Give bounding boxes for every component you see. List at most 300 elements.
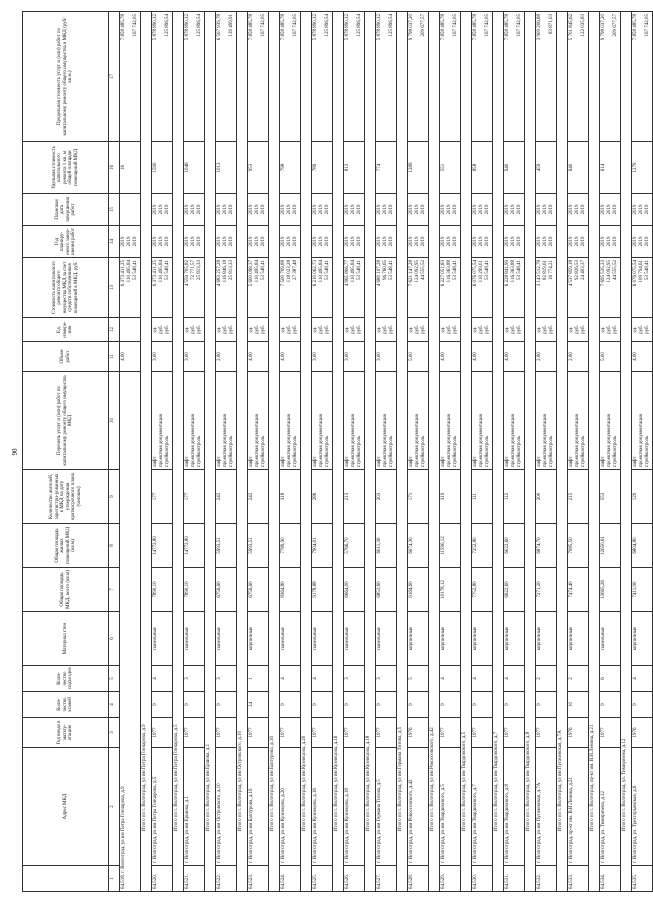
year-line: 2019 — [159, 236, 164, 247]
plan-line: 2019 — [191, 204, 196, 215]
column-header: Общая площадь МКД, всего (кв.м) — [23, 568, 109, 612]
residents: 215 — [568, 470, 589, 524]
plan-line: 2019 — [537, 204, 542, 215]
work-volume: 4.00 — [504, 342, 525, 372]
column-number: 14 — [109, 226, 120, 258]
address: г. Волгоград, ул им Твардовского, д.5 — [440, 748, 461, 866]
year-line: 2019 — [197, 236, 202, 247]
plan-date — [536, 194, 557, 226]
year-line: 2019 — [517, 236, 522, 247]
wall-material: панельные — [376, 612, 397, 666]
work-item: проектная документация — [319, 414, 324, 467]
specific-cost: 1279 — [632, 142, 653, 194]
completion-year — [600, 226, 621, 258]
address: г. Волгоград, ул им Кузнецова, д.18 — [344, 748, 365, 866]
cost-line: 4 559 705,82 — [185, 260, 190, 287]
wall-material: кирпичные — [440, 612, 461, 666]
residents: 242 — [248, 470, 269, 524]
unit-line: руб. — [639, 325, 644, 334]
limit-line: 125 896,54 — [357, 14, 362, 37]
specific-cost: 1289 — [408, 142, 429, 194]
limit-cost — [536, 12, 557, 142]
completion-year — [440, 226, 461, 258]
cost-line: 53 548,41 — [389, 260, 394, 280]
floors: 9 — [408, 692, 429, 718]
year-line: 2019 — [191, 236, 196, 247]
year-line: 2019 — [543, 236, 548, 247]
cost-line: 6 076 075,54 — [633, 260, 638, 287]
plan-line: 2019 — [575, 204, 580, 215]
work-volume: 3.00 — [376, 342, 397, 372]
cost-line: 6 227 051,83 — [441, 260, 446, 287]
residents: 177 — [152, 470, 173, 524]
cost — [248, 258, 269, 318]
limit-line: 7 858 485,78 — [249, 14, 254, 41]
year-line: 2019 — [249, 236, 254, 247]
entrances: 4 — [440, 666, 461, 692]
plan-line: 2019 — [197, 204, 202, 215]
total-label: Итого по г. Волгоград, ул им Твардовского, д.8 — [525, 12, 536, 892]
plan-date — [344, 194, 365, 226]
limit-line: 7 858 485,78 — [281, 14, 286, 41]
work-volume: 3.00 — [312, 342, 333, 372]
floors: 9 — [376, 692, 397, 718]
limit-line: 5 878 890,32 — [377, 14, 382, 41]
plan-line: 2019 — [543, 204, 548, 215]
first-total-plan — [120, 194, 141, 226]
address: г. Волгоград, ул им Рокоссовского, д.42 — [408, 748, 429, 866]
wall-material: панельные — [184, 612, 205, 666]
table-row — [216, 12, 237, 892]
address: г. Волгоград, ул им Твардовского, д.8 — [504, 748, 525, 866]
total-row — [365, 12, 376, 892]
year-line: 2019 — [255, 236, 260, 247]
work-item: лифт — [217, 456, 222, 467]
floors: 9 — [152, 692, 173, 718]
unit-line: руб. — [159, 325, 164, 334]
row-id: 64.522. — [216, 866, 237, 892]
plan-line: 2019 — [165, 204, 170, 215]
year-line: 2019 — [613, 236, 618, 247]
cost — [600, 258, 621, 318]
year-built: 1977 — [152, 718, 173, 748]
residents: 177 — [184, 470, 205, 524]
unit-line: руб. — [607, 325, 612, 334]
specific-cost: 858 — [472, 142, 493, 194]
limit-cost — [184, 12, 205, 142]
plan-line: 2019 — [313, 204, 318, 215]
units — [280, 318, 301, 342]
plan-line: 2019 — [447, 204, 452, 215]
cost — [568, 258, 589, 318]
unit-line: ед. — [281, 326, 286, 333]
specific-cost: 614 — [600, 142, 621, 194]
works-list — [184, 372, 205, 470]
cost-line: 4 683 257,28 — [217, 260, 222, 287]
work-item: проектная документация — [575, 414, 580, 467]
unit-line: ед. — [441, 326, 446, 333]
units — [504, 318, 525, 342]
cost-line: 4 965 806,77 — [345, 260, 350, 287]
limit-cost — [504, 12, 525, 142]
work-item: проектная документация — [255, 414, 260, 467]
work-item: лифт — [313, 456, 318, 467]
cost-line: 25 813,33 — [229, 260, 234, 280]
units — [248, 318, 269, 342]
cost — [152, 258, 173, 318]
works-list — [536, 372, 557, 470]
year-line: 2019 — [549, 236, 554, 247]
row-id: 64.521. — [184, 866, 205, 892]
completion-year — [248, 226, 269, 258]
unit-line: руб. — [421, 325, 426, 334]
cost-line: 6 228 841,99 — [505, 260, 510, 287]
work-item: лифт — [249, 456, 254, 467]
work-item: лифт — [441, 456, 446, 467]
year-line: 2019 — [645, 236, 650, 247]
cost-line: 6 076 075,54 — [473, 260, 478, 287]
year-line: 2019 — [409, 236, 414, 247]
address: г. Волгоград, ул им Твардовского, д.7 — [472, 748, 493, 866]
year-line: 2019 — [153, 236, 158, 247]
plan-date — [472, 194, 493, 226]
table-row — [248, 12, 269, 892]
year-line: 2019 — [229, 236, 234, 247]
year-built: 1977 — [248, 718, 269, 748]
wall-material: кирпичные — [536, 612, 557, 666]
completion-year — [632, 226, 653, 258]
table-row — [504, 12, 525, 892]
wall-material: кирпичные — [472, 612, 493, 666]
completion-year — [312, 226, 333, 258]
limit-line: 167 742,05 — [453, 14, 458, 37]
work-item: проектная документация — [287, 414, 292, 467]
unit-line: руб. — [223, 325, 228, 334]
plan-line: 2019 — [255, 204, 260, 215]
work-item: стройконтроль — [613, 435, 618, 467]
year-built: 1977 — [600, 718, 621, 748]
wall-material: панельные — [280, 612, 301, 666]
completion-year — [152, 226, 173, 258]
plan-line: 2019 — [325, 204, 330, 215]
column-header: Удельная стоимость капитального ремонта 1 кв. м общей площади помещений МКД — [23, 142, 109, 194]
first-total-specific: 16 — [120, 142, 141, 194]
total-row — [269, 12, 280, 892]
work-item: проектная документация — [639, 414, 644, 467]
year-line: 2019 — [537, 236, 542, 247]
total-area: 7752,80 — [472, 568, 493, 612]
column-header: Стоимость капитального ремонта общего имущества МКД за счет средств собственников помещений в МКД, руб. — [23, 258, 109, 318]
limit-line: 209 677,57 — [613, 14, 618, 37]
cost-line: 5 600 098,37 — [249, 260, 254, 287]
total-label: Итого по г. Волгоград, ул им Островского, д.10 — [237, 12, 248, 892]
plan-date — [632, 194, 653, 226]
year-line: 2019 — [293, 236, 298, 247]
unit-line: руб. — [511, 325, 516, 334]
column-number: 2 — [109, 748, 120, 866]
capital-repair-table — [22, 11, 653, 892]
year-line: 2019 — [127, 236, 132, 247]
year-built: 1977 — [440, 718, 461, 748]
plan-line: 2019 — [223, 204, 228, 215]
residents: 111 — [472, 470, 493, 524]
units — [312, 318, 333, 342]
column-header: Материал стен — [23, 612, 109, 666]
plan-line: 2019 — [287, 204, 292, 215]
plan-line: 2019 — [421, 204, 426, 215]
column-header: Коли-чество этажей — [23, 692, 109, 718]
specific-cost: 640 — [568, 142, 589, 194]
row-id: 64.532. — [536, 866, 557, 892]
floors: 9 — [312, 692, 333, 718]
unit-line: руб. — [293, 325, 298, 334]
unit-line: ед. — [473, 326, 478, 333]
floors: 14 — [248, 692, 269, 718]
unit-line: руб. — [351, 325, 356, 334]
work-volume: 4.00 — [472, 342, 493, 372]
unit-line: ед. — [377, 326, 382, 333]
plan-date — [280, 194, 301, 226]
plan-line: 2019 — [453, 204, 458, 215]
floors: 9 — [536, 692, 557, 718]
entrances: 5 — [408, 666, 429, 692]
plan-date — [184, 194, 205, 226]
table-row — [152, 12, 173, 892]
work-item: стройконтроль — [357, 435, 362, 467]
total-area: 10178,12 — [440, 568, 461, 612]
total-label: Итого по г. Волгоград, ул им Кузнецова, д.18 — [365, 12, 376, 892]
limit-cost — [632, 12, 653, 142]
work-item: проектная документация — [607, 414, 612, 467]
row-id: 64.523. — [248, 866, 269, 892]
total-row — [557, 12, 568, 892]
total-area: 6622,60 — [504, 568, 525, 612]
work-item: проектная документация — [159, 414, 164, 467]
cost-line: 82 819,61 — [543, 260, 548, 280]
year-line: 2019 — [357, 236, 362, 247]
unit-line: руб. — [575, 325, 580, 334]
completion-year — [344, 226, 365, 258]
limit-line: 7 858 485,78 — [441, 14, 446, 41]
total-label: Итого по г. Волгоград, ул. Тимирязева, д.12 — [621, 12, 632, 892]
limit-cost — [216, 12, 237, 142]
living-area: 14772,80 — [184, 524, 205, 568]
table-row — [376, 12, 397, 892]
works-list — [376, 372, 397, 470]
living-area: 6874,70 — [536, 524, 557, 568]
unit-line: руб. — [453, 325, 458, 334]
cost-line: 27 387,48 — [293, 260, 298, 280]
total-label: Итого по г. Волгоград, ул им Германа Титова, д.5 — [397, 12, 408, 892]
completion-year — [280, 226, 301, 258]
residents: 203 — [376, 470, 397, 524]
limit-line: 125 896,54 — [165, 14, 170, 37]
cost-line: 44 555,52 — [421, 260, 426, 280]
cost — [312, 258, 333, 318]
column-header: Предельная стоимость услуг и (или) работ по капитальному ремонту общего имущества в МКД (руб/кв.м.) — [23, 12, 109, 142]
unit-line: ед. — [185, 326, 190, 333]
total-area: 6664,00 — [344, 568, 365, 612]
unit-line: руб. — [287, 325, 292, 334]
works-list — [568, 372, 589, 470]
work-volume: 3.00 — [152, 342, 173, 372]
cost-line: 92 826,53 — [575, 260, 580, 280]
plan-line: 2019 — [505, 204, 510, 215]
table-row — [312, 12, 333, 892]
plan-line: 2019 — [441, 204, 446, 215]
column-number: 11 — [109, 342, 120, 372]
column-header: Перечень услуг и (или) работ по капитальному ремонту общего имущества МКД — [23, 372, 109, 470]
row-id: 64.534. — [600, 866, 621, 892]
cost-line: 53 548,41 — [517, 260, 522, 280]
plan-line: 2019 — [185, 204, 190, 215]
cost-line: 53 548,41 — [485, 260, 490, 280]
work-item: стройконтроль — [229, 435, 234, 467]
plan-line: 2019 — [607, 204, 612, 215]
units — [184, 318, 205, 342]
limit-line: 9 798 037,20 — [409, 14, 414, 41]
work-item: проектная документация — [415, 414, 420, 467]
units — [216, 318, 237, 342]
table-row — [472, 12, 493, 892]
year-line: 2019 — [441, 236, 446, 247]
total-area: 6756,60 — [216, 568, 237, 612]
unit-line: руб. — [319, 325, 324, 334]
column-header: Плановая дата завершения работ — [23, 194, 109, 226]
year-line: 2019 — [633, 236, 638, 247]
year-line: 2019 — [389, 236, 394, 247]
specific-cost: 459 — [536, 142, 557, 194]
column-number: 4 — [109, 692, 120, 718]
cost-line: 116 846,18 — [223, 260, 228, 283]
total-row — [589, 12, 600, 892]
living-area: 6011,30 — [376, 524, 397, 568]
floors: 9 — [472, 692, 493, 718]
unit-line: руб. — [165, 325, 170, 334]
entrances: 2 — [568, 666, 589, 692]
floors: 9 — [504, 692, 525, 718]
year-line: 2019 — [569, 236, 574, 247]
limit-line: 167 742,05 — [293, 14, 298, 37]
work-item: стройконтроль — [645, 435, 650, 467]
total-area: 7890,10 — [152, 568, 173, 612]
entrances: 4 — [632, 666, 653, 692]
total-label: Итого по г. Волгоград, ул им Кузнецова, д.20 — [301, 12, 312, 892]
work-item: стройконтроль — [485, 435, 490, 467]
cost-line: 110 495,84 — [127, 260, 132, 283]
work-item: лифт — [377, 456, 382, 467]
cost — [472, 258, 493, 318]
specific-cost: 798 — [280, 142, 301, 194]
total-row — [397, 12, 408, 892]
year-built: 1977 — [504, 718, 525, 748]
row-id: 64.530. — [472, 866, 493, 892]
limit-line: 7 858 485,78 — [633, 14, 638, 41]
plan-line: 2019 — [633, 204, 638, 215]
work-item: лифт — [345, 456, 350, 467]
first-total-row — [120, 12, 141, 892]
specific-cost: 1590 — [152, 142, 173, 194]
year-line: 2019 — [511, 236, 516, 247]
residents: 286 — [312, 470, 333, 524]
total-area: 13695,26 — [600, 568, 621, 612]
total-row — [461, 12, 472, 892]
cost-line: 110 495,84 — [159, 260, 164, 283]
plan-line: 2019 — [569, 204, 574, 215]
unit-line: ед. — [249, 326, 254, 333]
specific-cost: 953 — [248, 142, 269, 194]
row-id: 64.526. — [344, 866, 365, 892]
completion-year — [216, 226, 237, 258]
units — [440, 318, 461, 342]
cost — [440, 258, 461, 318]
units — [376, 318, 397, 342]
total-label: Итого по г. Волгоград, ул им Бахтурова, д.16 — [269, 12, 280, 892]
total-area: 7890,10 — [184, 568, 205, 612]
limit-line: 122 035,83 — [581, 14, 586, 37]
units — [632, 318, 653, 342]
year-built: 1976 — [632, 718, 653, 748]
total-area: 9164,60 — [408, 568, 429, 612]
cost — [504, 258, 525, 318]
row-id: 64.529. — [440, 866, 461, 892]
floors: 9 — [184, 692, 205, 718]
year-line: 2019 — [351, 236, 356, 247]
cost-line: 96 760,65 — [383, 260, 388, 280]
plan-line: 2019 — [345, 204, 350, 215]
work-item: проектная документация — [447, 414, 452, 467]
cost-line: 118 023,28 — [287, 260, 292, 283]
wall-material: панельные — [152, 612, 173, 666]
residents: 200 — [536, 470, 557, 524]
limit-line: 125 896,54 — [389, 14, 394, 37]
works-list — [472, 372, 493, 470]
first-total-cost — [120, 258, 141, 318]
floors: 10 — [568, 692, 589, 718]
unit-line: руб. — [383, 325, 388, 334]
specific-cost: 789 — [312, 142, 333, 194]
plan-line: 2019 — [613, 204, 618, 215]
plan-date — [152, 194, 173, 226]
units — [600, 318, 621, 342]
entrances: 3 — [216, 666, 237, 692]
column-header: Общая площадь жилых помещений МКД (кв.м) — [23, 524, 109, 568]
plan-line: 2019 — [153, 204, 158, 215]
wall-material: панельные — [600, 612, 621, 666]
living-area: 7252,80 — [472, 524, 493, 568]
year-line: 2019 — [165, 236, 170, 247]
address: г. Волгоград, ул им Пугачевская, д.7А — [536, 748, 557, 866]
total-label: Итого по г. Волгоград, ул им Ершова, д.1 — [205, 12, 216, 892]
wall-material: панельные — [312, 612, 333, 666]
cost-line: 4 537 859,18 — [569, 260, 574, 287]
plan-line: 2019 — [261, 204, 266, 215]
year-built: 1977 — [216, 718, 237, 748]
residents: 213 — [344, 470, 365, 524]
entrances: 4 — [472, 666, 493, 692]
plan-line: 2019 — [281, 204, 286, 215]
rotated-table-sheet — [10, 12, 650, 892]
year-built: 1977 — [536, 718, 557, 748]
first-total-year — [120, 226, 141, 258]
work-volume: 4.00 — [280, 342, 301, 372]
total-area: 6756,60 — [248, 568, 269, 612]
living-area: 6022,60 — [504, 524, 525, 568]
units — [472, 318, 493, 342]
completion-year — [408, 226, 429, 258]
cost-line: 16 774,21 — [549, 260, 554, 280]
column-number: 10 — [109, 372, 120, 470]
